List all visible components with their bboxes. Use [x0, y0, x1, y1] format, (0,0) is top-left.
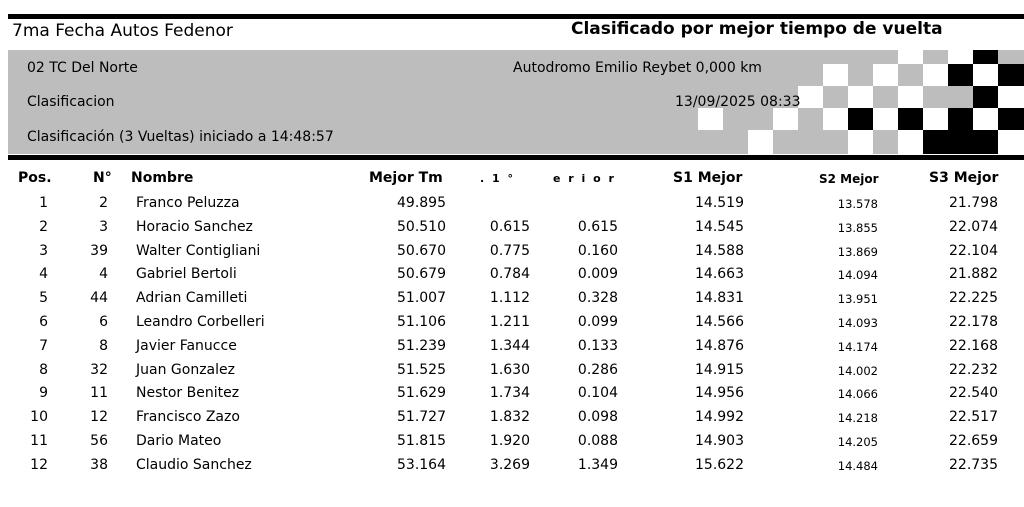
- cell-s2-best: 13.855: [837, 220, 878, 235]
- cell-car-number: 38: [90, 456, 108, 473]
- cell-s1-best: 14.915: [695, 361, 744, 378]
- cell-gap-previous: 0.160: [577, 242, 618, 259]
- cell-best-time: 51.629: [397, 385, 446, 402]
- cell-s1-best: 14.545: [695, 218, 744, 235]
- cell-car-number: 3: [99, 218, 108, 235]
- flag-square: [898, 50, 923, 64]
- flag-square: [923, 108, 948, 130]
- cell-best-time: 50.679: [397, 266, 446, 283]
- cell-s1-best: 14.876: [695, 337, 744, 354]
- cell-gap-previous: 1.349: [577, 456, 618, 473]
- flag-square: [798, 86, 823, 108]
- category-label: 02 TC Del Norte: [27, 60, 138, 76]
- cell-gap-previous: 0.104: [577, 385, 618, 402]
- flag-square: [973, 86, 998, 108]
- flag-square: [998, 130, 1024, 154]
- cell-best-time: 53.164: [397, 456, 446, 473]
- cell-driver-name: Adrian Camilleti: [136, 290, 248, 307]
- cell-driver-name: Dario Mateo: [136, 433, 222, 449]
- cell-best-time: 51.525: [397, 361, 446, 378]
- cell-position: 7: [39, 337, 48, 354]
- cell-s1-best: 14.831: [695, 290, 744, 307]
- cell-driver-name: Claudio Sanchez: [136, 456, 252, 473]
- flag-square: [923, 130, 948, 154]
- cell-s2-best: 14.484: [837, 458, 878, 473]
- cell-driver-name: Franco Peluzza: [136, 195, 240, 211]
- cell-position: 12: [30, 456, 48, 473]
- flag-square: [998, 108, 1024, 130]
- flag-square: [948, 130, 973, 154]
- cell-best-time: 50.510: [397, 218, 446, 235]
- flag-square: [898, 86, 923, 108]
- cell-s1-best: 14.956: [695, 385, 744, 402]
- cell-car-number: 6: [99, 314, 108, 330]
- cell-s1-best: 14.903: [695, 433, 744, 449]
- col-header-number: N°: [93, 170, 112, 186]
- flag-square: [998, 64, 1024, 86]
- cell-position: 6: [39, 314, 48, 330]
- table-row: [0, 338, 1024, 362]
- cell-position: 10: [30, 409, 48, 426]
- cell-s2-best: 13.869: [837, 244, 878, 259]
- cell-gap-first: 1.832: [489, 409, 530, 426]
- table-row: [0, 219, 1024, 243]
- cell-gap-first: 0.775: [489, 242, 530, 259]
- cell-position: 11: [30, 433, 48, 449]
- cell-driver-name: Walter Contigliani: [136, 242, 261, 259]
- cell-driver-name: Francisco Zazo: [136, 409, 240, 426]
- cell-best-time: 50.670: [397, 242, 446, 259]
- event-title: 7ma Fecha Autos Fedenor: [12, 21, 233, 41]
- cell-s3-best: 22.074: [949, 218, 998, 235]
- table-row: [0, 385, 1024, 409]
- cell-s1-best: 14.992: [695, 409, 744, 426]
- cell-position: 2: [39, 218, 48, 235]
- cell-s2-best: 14.218: [837, 411, 878, 426]
- col-header-gap-first: . 1 °: [480, 172, 515, 185]
- cell-car-number: 12: [90, 409, 108, 426]
- col-header-pos: Pos.: [18, 170, 52, 186]
- cell-driver-name: Nestor Benitez: [136, 385, 240, 402]
- cell-car-number: 8: [99, 337, 108, 354]
- flag-square: [823, 108, 848, 130]
- cell-gap-first: 1.112: [489, 290, 530, 307]
- flag-square: [948, 64, 973, 86]
- cell-s1-best: 14.519: [695, 195, 744, 211]
- cell-s2-best: 13.951: [837, 292, 878, 307]
- cell-car-number: 44: [90, 290, 108, 307]
- cell-s1-best: 15.622: [695, 456, 744, 473]
- circuit-label: Autodromo Emilio Reybet 0,000 km: [513, 60, 762, 76]
- flag-square: [998, 86, 1024, 108]
- cell-s3-best: 22.178: [949, 314, 998, 330]
- session-info-panel: [8, 50, 1024, 154]
- cell-s1-best: 14.663: [695, 266, 744, 283]
- cell-position: 3: [39, 242, 48, 259]
- col-header-best-time: Mejor Tm: [369, 170, 443, 186]
- table-row: [0, 266, 1024, 290]
- cell-gap-previous: 0.328: [577, 290, 618, 307]
- cell-driver-name: Juan Gonzalez: [136, 361, 235, 378]
- cell-s3-best: 22.659: [949, 433, 998, 449]
- cell-s2-best: 14.002: [837, 363, 878, 378]
- cell-gap-previous: 0.088: [577, 433, 618, 449]
- cell-best-time: 51.239: [397, 337, 446, 354]
- cell-gap-first: 0.615: [489, 218, 530, 235]
- cell-driver-name: Horacio Sanchez: [136, 218, 253, 235]
- flag-square: [848, 86, 873, 108]
- session-detail: Clasificación (3 Vueltas) iniciado a 14:48:57: [27, 129, 334, 145]
- cell-s3-best: 22.104: [949, 242, 998, 259]
- cell-best-time: 51.007: [397, 290, 446, 307]
- col-header-s1: S1 Mejor: [673, 170, 743, 186]
- cell-s3-best: 22.168: [949, 337, 998, 354]
- cell-gap-first: 1.211: [489, 314, 530, 330]
- cell-s3-best: 22.517: [949, 409, 998, 426]
- cell-gap-first: 1.734: [489, 385, 530, 402]
- report-subtitle: Clasificado por mejor tiempo de vuelta: [571, 19, 943, 39]
- cell-driver-name: Javier Fanucce: [136, 337, 237, 354]
- cell-driver-name: Gabriel Bertoli: [136, 266, 237, 283]
- cell-s3-best: 22.540: [949, 385, 998, 402]
- flag-square: [848, 130, 873, 154]
- table-row: [0, 409, 1024, 433]
- cell-position: 8: [39, 361, 48, 378]
- flag-square: [898, 130, 923, 154]
- flag-square: [748, 130, 773, 154]
- cell-car-number: 56: [90, 433, 108, 449]
- flag-square: [773, 108, 798, 130]
- cell-s2-best: 14.094: [837, 268, 878, 283]
- cell-best-time: 51.815: [397, 433, 446, 449]
- col-header-s3: S3 Mejor: [929, 170, 999, 186]
- flag-square: [873, 64, 898, 86]
- session-label: Clasificacion: [27, 94, 115, 110]
- cell-car-number: 39: [90, 242, 108, 259]
- header-rule: [8, 155, 1024, 160]
- cell-s2-best: 14.205: [837, 435, 878, 449]
- cell-gap-first: 0.784: [489, 266, 530, 283]
- cell-car-number: 2: [99, 195, 108, 211]
- flag-square: [948, 108, 973, 130]
- table-row: [0, 362, 1024, 386]
- flag-square: [973, 130, 998, 154]
- cell-best-time: 51.727: [397, 409, 446, 426]
- cell-gap-first: 3.269: [489, 456, 530, 473]
- flag-square: [948, 50, 973, 64]
- report-datetime: 13/09/2025 08:33: [675, 94, 801, 110]
- flag-square: [973, 108, 998, 130]
- cell-gap-previous: 0.615: [577, 218, 618, 235]
- cell-s3-best: 21.798: [949, 195, 998, 211]
- col-header-gap-previous: e r i o r: [553, 172, 616, 185]
- cell-s3-best: 22.735: [949, 456, 998, 473]
- col-header-name: Nombre: [131, 170, 194, 186]
- table-row: [0, 290, 1024, 314]
- flag-square: [823, 64, 848, 86]
- cell-s1-best: 14.588: [695, 242, 744, 259]
- cell-gap-previous: 0.098: [577, 409, 618, 426]
- cell-s2-best: 14.174: [837, 339, 878, 354]
- cell-best-time: 49.895: [397, 195, 446, 211]
- col-header-s2: S2 Mejor: [819, 172, 879, 186]
- table-row: [0, 195, 1024, 219]
- cell-s1-best: 14.566: [695, 314, 744, 330]
- flag-square: [973, 64, 998, 86]
- cell-gap-previous: 0.133: [577, 337, 618, 354]
- cell-gap-first: 1.344: [489, 337, 530, 354]
- cell-best-time: 51.106: [397, 314, 446, 330]
- cell-s3-best: 21.882: [949, 266, 998, 283]
- cell-gap-previous: 0.286: [577, 361, 618, 378]
- table-row: [0, 314, 1024, 338]
- cell-s2-best: 13.578: [837, 197, 878, 211]
- cell-gap-previous: 0.009: [577, 266, 618, 283]
- cell-position: 4: [39, 266, 48, 283]
- cell-car-number: 11: [90, 385, 108, 402]
- cell-s3-best: 22.225: [949, 290, 998, 307]
- cell-gap-previous: 0.099: [577, 314, 618, 330]
- table-row: [0, 457, 1024, 481]
- flag-square: [873, 108, 898, 130]
- cell-position: 1: [39, 195, 48, 211]
- table-row: [0, 243, 1024, 267]
- cell-car-number: 32: [90, 361, 108, 378]
- flag-square: [973, 50, 998, 64]
- cell-position: 5: [39, 290, 48, 307]
- cell-car-number: 4: [99, 266, 108, 283]
- cell-driver-name: Leandro Corbelleri: [136, 314, 265, 330]
- flag-square: [923, 64, 948, 86]
- cell-gap-first: 1.920: [489, 433, 530, 449]
- cell-s2-best: 14.066: [837, 387, 878, 402]
- flag-square: [898, 108, 923, 130]
- cell-s3-best: 22.232: [949, 361, 998, 378]
- cell-gap-first: 1.630: [489, 361, 530, 378]
- table-row: [0, 433, 1024, 457]
- flag-square: [698, 108, 723, 130]
- flag-square: [848, 108, 873, 130]
- cell-position: 9: [39, 385, 48, 402]
- cell-s2-best: 14.093: [837, 316, 878, 330]
